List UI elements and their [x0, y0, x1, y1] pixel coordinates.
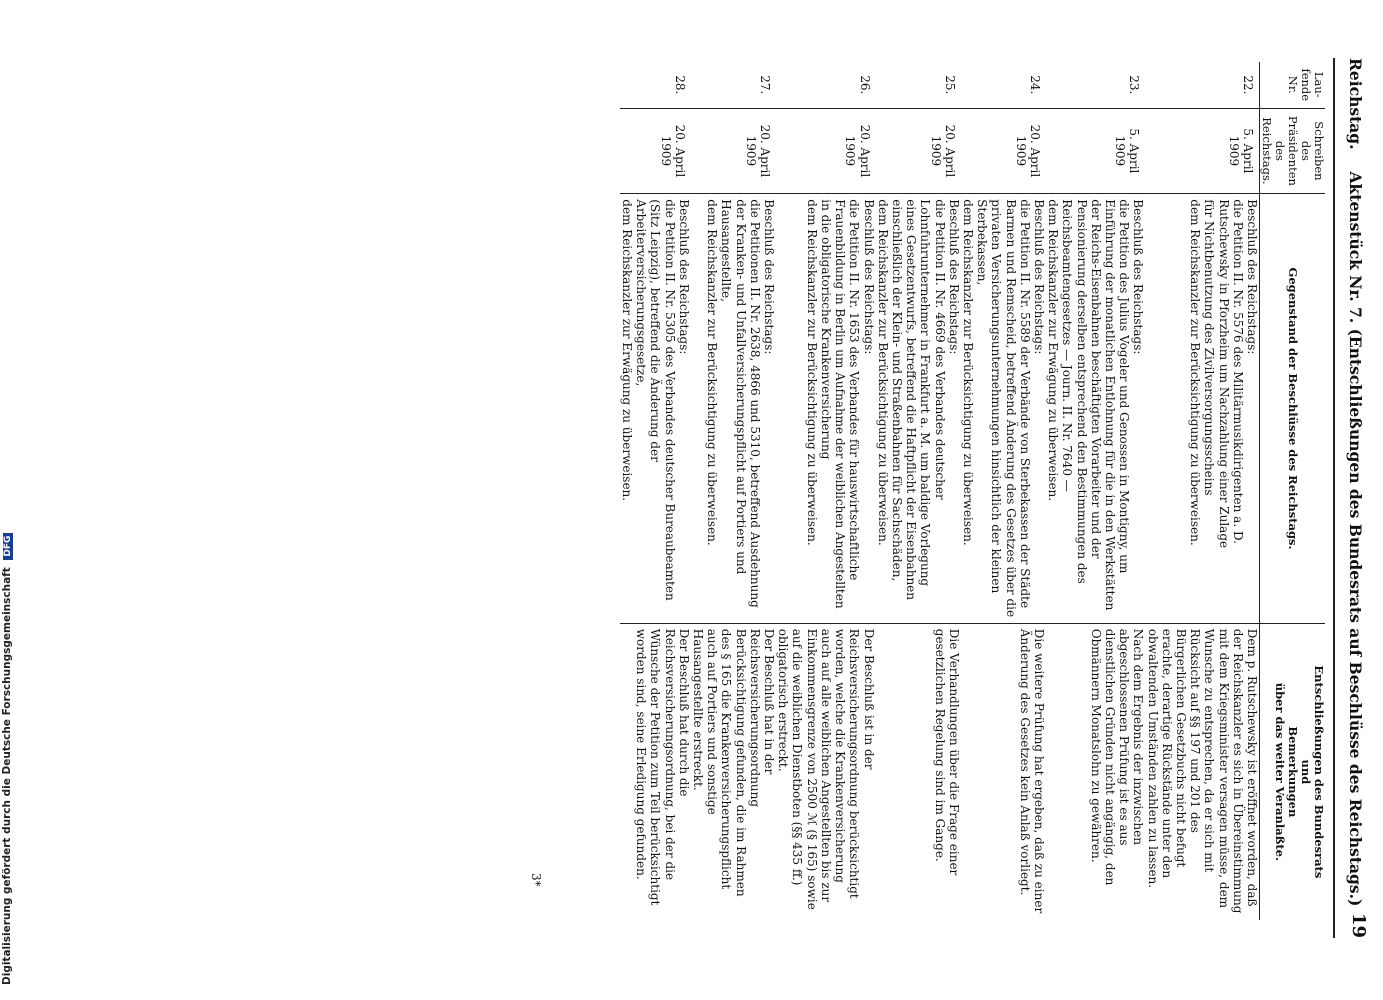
row-subject: Beschluß des Reichstags: die Petition des Julius Vogeler und Genossen in Montigny, um Einführung der monatlichen Entlohnung für die in den Werkstätten der Reichs-Eisenbahnen beschäftigten Vorarbeiter und der Pensionierung derselben entsprechend den Bestimmungen des Reichsbeamtengesetzes — Journ. II. Nr. 7640 — dem Reichskanzler zur Erwägung zu überweisen.: [1046, 194, 1145, 623]
col-header-subject: Gegenstand der Beschlüsse des Reichstags.: [1260, 194, 1326, 623]
table-row: [961, 62, 1046, 920]
table-row: [1046, 62, 1145, 920]
page-header: [1333, 58, 1375, 938]
table-row: [876, 62, 961, 920]
header-title: Aktenstück Nr. 7. (Entschließungen des Bundesrats auf Beschlüsse des Reichstags.): [1346, 171, 1365, 907]
row-decision: Die weitere Prüfung hat ergeben, daß zu einer Änderung des Gesetzes kein Anlaß vorliegt.: [1017, 628, 1046, 914]
row-number: 24.: [961, 62, 1046, 108]
resolutions-table: [620, 62, 1325, 920]
row-number: 26.: [776, 62, 875, 108]
row-subject: Beschluß des Reichstags: die Petition II. Nr. 1653 des Verbandes für hauswirtschaftliche Frauenbildung in Berlin um Aufnahme der weiblichen Angestellten in die obligatorische Krankenversicherung dem Reichskanzler zur Berücksichtigung zu überweisen.: [776, 194, 875, 623]
row-number: 25.: [876, 62, 961, 108]
row-subject: Beschluß des Reichstags: die Petition II. Nr. 5589 der Verbände von Sterbekassen der Städte Barmen und Remscheid, betreffend Änderung des Gesetzes über die privaten Versicherungsunternehmungen hinsichtlich der kleinen Sterbekassen, dem Reichskanzler zur Berücksichtigung zu überweisen.: [961, 194, 1046, 623]
row-letter-date: 20. April 1909: [776, 108, 875, 194]
header-section: Reichstag.: [1346, 58, 1365, 150]
row-decision: Nach dem Ergebnis der inzwischen abgeschlossenen Prüfung ist es aus dienstlichen Gründen nicht angängig, den Obmännern Monatslohn zu gewähren.: [1088, 628, 1146, 886]
row-letter-date: 5. April 1909: [1046, 108, 1145, 194]
row-number: 27.: [691, 62, 776, 108]
page-number: 19: [1348, 912, 1369, 938]
row-decision: Der Beschluß ist in der Reichsversicherungsordnung berücksichtigt worden, welche die Krankenversicherung auch auf alle weiblichen Angestellten bis zur Einkommensgrenze von 2500 ℳ (§ 165) sowie auf die weiblichen Dienstboten (§§ 435 ff.) obligatorisch erstreckt.: [776, 628, 876, 910]
row-decision: Der Beschluß hat durch die Reichsversicherungsordnung, bei der die Wünsche der Petition zum Teil berücksichtigt worden sind, seine Erledigung gefunden.: [634, 628, 691, 906]
row-letter-date: 20. April 1909: [691, 108, 776, 194]
dfg-logo: DFG: [3, 533, 13, 560]
table-row: [620, 62, 691, 920]
row-letter-date: 20. April 1909: [876, 108, 961, 194]
table-body: [620, 62, 1260, 920]
row-subject: Beschluß des Reichstags: die Petition II. Nr. 4669 des Verbandes deutscher Lohnfuhrunternehmer in Frankfurt a. M. um baldige Vorlegung eines Gesetzentwurfs, betreffend die Haftpflicht der Eisenbahnen einschließlich der Klein- und Straßenbahnen für Sachschäden, dem Reichskanzler zur Berücksichtigung zu überweisen.: [876, 194, 961, 623]
digitization-credit: Digitalisierung gefördert durch die Deutsche Forschungsgemeinschaft: [1, 567, 13, 985]
row-number: 22.: [1145, 62, 1259, 108]
row-letter-date: 20. April 1909: [620, 108, 691, 194]
col-header-letter-date: Schreiben des Präsidenten des Reichstags.: [1260, 108, 1326, 194]
row-letter-date: 20. April 1909: [961, 108, 1046, 194]
digitization-sidebar: [0, 0, 18, 1000]
col-header-decisions: Entschließungen des Bundesrats und Bemerkungen über das weiter Veranlaßte.: [1260, 623, 1326, 920]
row-decision: Der Beschluß hat in der Reichsversicherungsordnung Berücksichtigung gefunden, die im Rahmen des § 165 die Krankenversicherungspflicht auch auf Portiers und sonstige Hausangestellte erstreckt.: [691, 628, 777, 897]
row-subject: Beschluß des Reichstags: die Petition II. Nr. 5576 des Militärmusikdirigenten a. D. Rutschewsky in Pforzheim um Nachzahlung einer Zulage für Nichtbenutzung des Zivilversorgungsscheins dem Reichskanzler zur Berücksichtigung zu überweisen.: [1145, 194, 1259, 623]
row-decision: Die Verhandlungen über die Frage einer gesetzlichen Regelung sind im Gange.: [932, 628, 961, 876]
row-number: 23.: [1046, 62, 1145, 108]
running-title: [1346, 58, 1365, 906]
col-header-number: Lau- fende Nr.: [1260, 62, 1326, 108]
table-row: [1145, 62, 1259, 920]
row-subject: Beschluß des Reichstags: die Petitionen II. Nr. 2638, 4866 und 5310, betreffend Ausdehnung der Kranken- und Unfallversicherungspflicht auf Portiers und Hausangestellte, dem Reichskanzler zur Berücksichtigung zu überweisen.: [691, 194, 776, 623]
table-row: [691, 62, 776, 920]
row-subject: Beschluß des Reichstags: die Petition II. Nr. 5305 des Verbandes deutscher Bureaubeamten (Sitz Leipzig), betreffend die Änderung der Arbeiterversicherungsgesetze, dem Reichskanzler zur Erwägung zu überweisen.: [620, 194, 691, 623]
table-row: [776, 62, 875, 920]
row-letter-date: 5. April 1909: [1145, 108, 1259, 194]
row-number: 28.: [620, 62, 691, 108]
signature-mark: 3*: [529, 873, 543, 887]
row-decision: Dem p. Rutschewsky ist eröffnet worden, daß der Reichskanzler es sich in Übereinstimmung mit dem Kriegsminister versagen müsse, dem Wunsche zu entsprechen, da er sich mit Rücksicht auf §§ 197 und 201 des Bürgerlichen Gesetzbuchs nicht befugt erachte, derartige Rückstände unter den obwaltenden Umständen zahlen zu lassen.: [1145, 628, 1259, 914]
table-header-row: [1260, 62, 1326, 920]
